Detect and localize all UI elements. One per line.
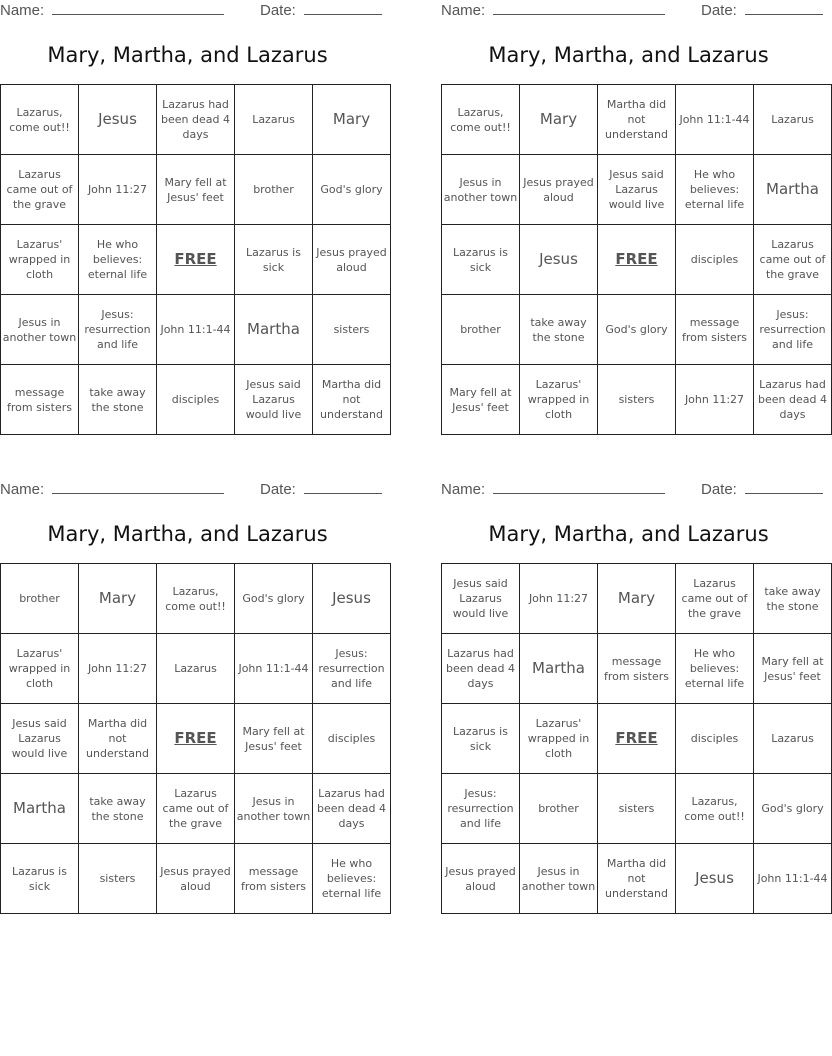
card-header [0,0,375,22]
bingo-cell: Mary [313,85,391,155]
bingo-card-4 [441,479,828,914]
grid-row [1,774,391,844]
bingo-cell: Martha did not understand [79,704,157,774]
free-space-cell: FREE [598,704,676,774]
bingo-cell: Lazarus is sick [1,844,79,914]
bingo-cell: John 11:27 [676,365,754,435]
grid-row [442,844,832,914]
bingo-cell: John 11:1-44 [235,634,313,704]
bingo-cell: Jesus in another town [235,774,313,844]
bingo-cell: God's glory [235,564,313,634]
name-field [0,2,224,19]
bingo-cell: sisters [79,844,157,914]
name-line [52,2,224,15]
bingo-cell: He who believes: eternal life [79,225,157,295]
name-field [441,481,665,498]
grid-row [1,225,391,295]
bingo-cell: message from sisters [676,295,754,365]
grid-row [1,155,391,225]
bingo-cell: Lazarus, come out!! [442,85,520,155]
grid-row [442,85,832,155]
name-field [0,481,224,498]
bingo-cell: Jesus prayed aloud [313,225,391,295]
bingo-cell: disciples [676,225,754,295]
bingo-cell: Mary fell at Jesus' feet [157,155,235,225]
date-line [304,481,382,494]
bingo-cell: message from sisters [235,844,313,914]
name-label: Name: [441,2,490,19]
card-title: Mary, Martha, and Lazarus [488,522,769,546]
grid-row [1,564,391,634]
date-label: Date: [701,2,742,19]
bingo-grid [0,563,391,914]
bingo-cell: take away the stone [79,774,157,844]
bingo-cell: He who believes: eternal life [313,844,391,914]
bingo-cell: message from sisters [598,634,676,704]
name-line [493,481,665,494]
bingo-cell: Martha did not understand [598,844,676,914]
bingo-cell: Lazarus came out of the grave [1,155,79,225]
bingo-cell: Lazarus' wrapped in cloth [1,225,79,295]
bingo-cell: Jesus said Lazarus would live [598,155,676,225]
bingo-cell: Lazarus [157,634,235,704]
bingo-cell: Jesus: resurrection and life [754,295,832,365]
bingo-cell: Jesus prayed aloud [157,844,235,914]
bingo-cell: God's glory [598,295,676,365]
bingo-cell: message from sisters [1,365,79,435]
free-space-cell: FREE [157,225,235,295]
card-header [441,0,816,22]
bingo-cell: brother [520,774,598,844]
bingo-cell: God's glory [313,155,391,225]
bingo-cell: sisters [598,774,676,844]
bingo-cell: He who believes: eternal life [676,155,754,225]
bingo-cell: Jesus: resurrection and life [442,774,520,844]
date-line [745,481,823,494]
bingo-cell: Mary [598,564,676,634]
name-label: Name: [0,2,49,19]
grid-row [442,564,832,634]
bingo-cell: Lazarus, come out!! [1,85,79,155]
bingo-cell: Martha did not understand [313,365,391,435]
name-line [52,481,224,494]
bingo-cell: disciples [676,704,754,774]
date-line [304,2,382,15]
grid-row [1,85,391,155]
bingo-cell: Jesus: resurrection and life [79,295,157,365]
free-space-cell: FREE [598,225,676,295]
free-space-cell: FREE [157,704,235,774]
bingo-cell: Martha [1,774,79,844]
bingo-cell: Lazarus is sick [235,225,313,295]
bingo-cell: Jesus: resurrection and life [313,634,391,704]
date-label: Date: [260,481,301,498]
bingo-cell: Lazarus, come out!! [157,564,235,634]
bingo-cell: Jesus in another town [442,155,520,225]
bingo-cell: Jesus [676,844,754,914]
bingo-cell: Jesus in another town [520,844,598,914]
bingo-cell: John 11:1-44 [754,844,832,914]
bingo-cell: Jesus said Lazarus would live [1,704,79,774]
card-header [0,479,375,501]
grid-row [1,704,391,774]
grid-row [442,704,832,774]
bingo-cell: Jesus prayed aloud [520,155,598,225]
bingo-cell: Jesus prayed aloud [442,844,520,914]
bingo-cell: sisters [313,295,391,365]
bingo-cell: sisters [598,365,676,435]
bingo-cell: Lazarus came out of the grave [676,564,754,634]
bingo-cell: Lazarus' wrapped in cloth [1,634,79,704]
bingo-card-1 [0,0,387,435]
date-label: Date: [701,481,742,498]
bingo-cell: Martha did not understand [598,85,676,155]
card-title: Mary, Martha, and Lazarus [47,43,328,67]
bingo-cell: Mary fell at Jesus' feet [442,365,520,435]
date-field [701,2,823,19]
grid-row [442,155,832,225]
bingo-cell: brother [1,564,79,634]
grid-row [1,295,391,365]
bingo-cell: Mary [79,564,157,634]
grid-row [442,225,832,295]
grid-row [442,774,832,844]
name-label: Name: [0,481,49,498]
bingo-cell: Mary [520,85,598,155]
bingo-cell: Mary fell at Jesus' feet [235,704,313,774]
name-field [441,2,665,19]
bingo-cell: Lazarus, come out!! [676,774,754,844]
bingo-cell: Jesus [520,225,598,295]
bingo-cell: take away the stone [754,564,832,634]
bingo-cell: John 11:27 [79,634,157,704]
name-label: Name: [441,481,490,498]
bingo-cell: brother [235,155,313,225]
bingo-cell: Jesus said Lazarus would live [235,365,313,435]
card-title: Mary, Martha, and Lazarus [488,43,769,67]
bingo-cell: Lazarus [754,704,832,774]
date-field [701,481,823,498]
card-title: Mary, Martha, and Lazarus [47,522,328,546]
grid-row [442,365,832,435]
bingo-cell: Martha [520,634,598,704]
bingo-cell: God's glory [754,774,832,844]
bingo-cell: take away the stone [79,365,157,435]
grid-row [1,365,391,435]
bingo-cell: John 11:1-44 [157,295,235,365]
bingo-cell: Lazarus had been dead 4 days [442,634,520,704]
name-line [493,2,665,15]
bingo-cell: Lazarus is sick [442,704,520,774]
grid-row [442,634,832,704]
bingo-cell: Lazarus had been dead 4 days [754,365,832,435]
bingo-cell: Jesus [79,85,157,155]
bingo-cell: disciples [157,365,235,435]
bingo-cell: Lazarus [235,85,313,155]
bingo-cell: Martha [235,295,313,365]
bingo-cell: He who believes: eternal life [676,634,754,704]
bingo-card-2 [441,0,827,435]
date-field [260,2,382,19]
bingo-cell: Jesus [313,564,391,634]
bingo-cell: Mary fell at Jesus' feet [754,634,832,704]
bingo-cell: Jesus in another town [1,295,79,365]
bingo-cell: Lazarus' wrapped in cloth [520,704,598,774]
bingo-cell: John 11:1-44 [676,85,754,155]
bingo-grid [441,563,832,914]
bingo-cell: Lazarus is sick [442,225,520,295]
bingo-cell: John 11:27 [79,155,157,225]
grid-row [1,634,391,704]
bingo-cell: Lazarus came out of the grave [157,774,235,844]
bingo-grid [441,84,832,435]
bingo-cell: disciples [313,704,391,774]
bingo-card-3 [0,479,386,914]
bingo-grid [0,84,391,435]
bingo-cell: Lazarus [754,85,832,155]
bingo-cell: John 11:27 [520,564,598,634]
date-field [260,481,382,498]
card-header [441,479,816,501]
bingo-cell: Lazarus came out of the grave [754,225,832,295]
bingo-cell: Lazarus had been dead 4 days [313,774,391,844]
bingo-cell: brother [442,295,520,365]
date-label: Date: [260,2,301,19]
bingo-cell: Lazarus had been dead 4 days [157,85,235,155]
grid-row [442,295,832,365]
bingo-cell: take away the stone [520,295,598,365]
grid-row [1,844,391,914]
bingo-cell: Jesus said Lazarus would live [442,564,520,634]
date-line [745,2,823,15]
bingo-cell: Lazarus' wrapped in cloth [520,365,598,435]
bingo-cell: Martha [754,155,832,225]
